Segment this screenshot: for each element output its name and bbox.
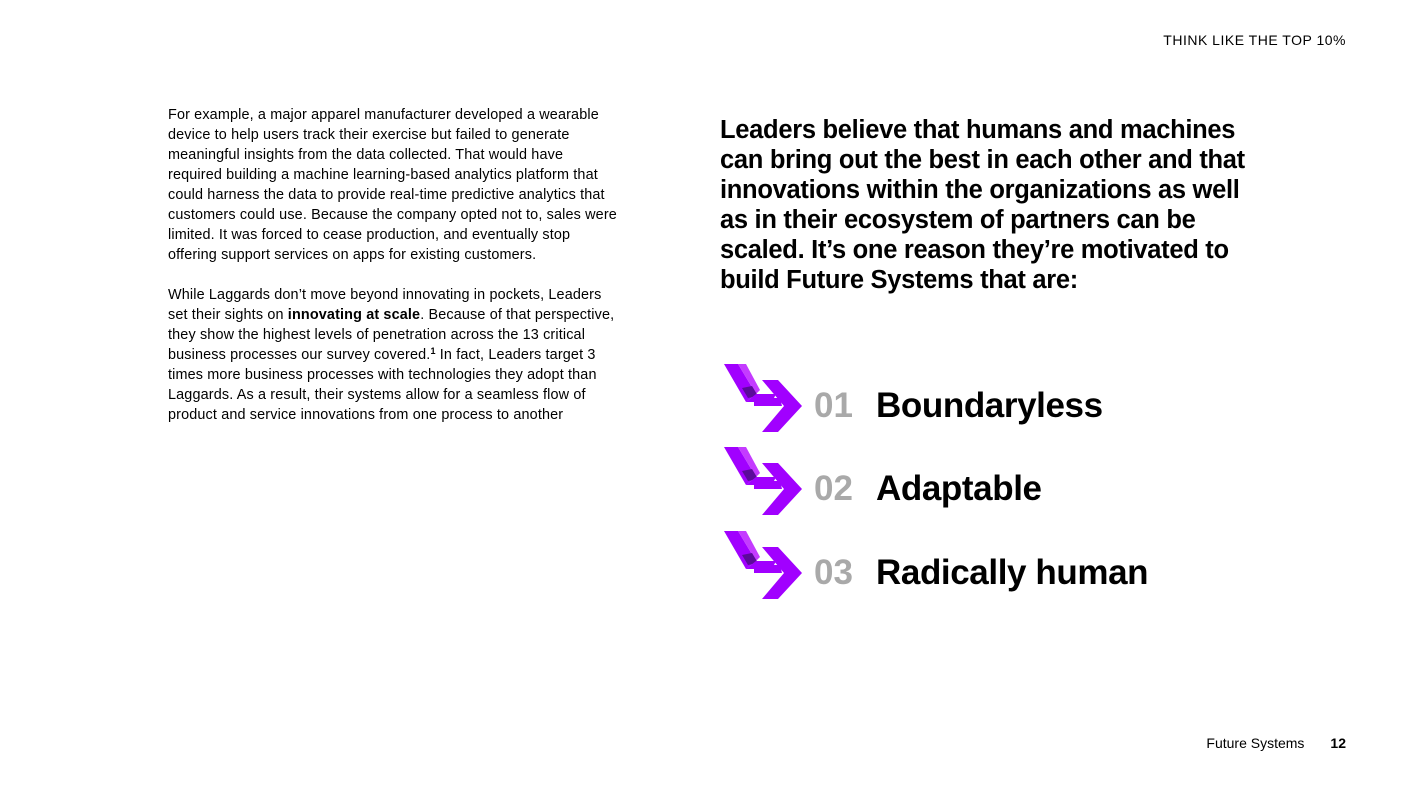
future-systems-list (724, 362, 1284, 613)
page-footer (1206, 735, 1346, 751)
footnote-ref[interactable]: 1 (430, 346, 436, 356)
purple-arrow-icon (724, 529, 804, 605)
system-number: 01 (814, 386, 853, 425)
para2-text-mid: . Because of that perspective, they show the highest levels of penetration across the 13 critical business processes our survey covered. (168, 307, 615, 363)
system-number: 02 (814, 469, 853, 508)
para2-text-before: While Laggards don’t move beyond innovating in pockets, Leaders set their sights on (168, 287, 602, 323)
para2-bold-text: innovating at scale (287, 307, 421, 323)
system-item-adaptable (724, 445, 1284, 529)
system-item-radically-human (724, 529, 1284, 613)
body-text-column (168, 105, 620, 445)
system-title: Boundaryless (876, 386, 1103, 425)
footer-section-label: Future Systems (1206, 735, 1305, 751)
header-label: THINK LIKE THE TOP 10% (1163, 32, 1346, 48)
para2-text-after: In fact, Leaders target 3 times more business processes with technologies they adopt than Laggards. As a result, their systems allow for a seamless flow of product and service innovations from one process to another (168, 347, 597, 423)
system-title: Adaptable (876, 469, 1042, 508)
purple-arrow-icon (724, 362, 804, 438)
system-title: Radically human (876, 553, 1149, 592)
headline: Leaders believe that humans and machines can bring out the best in each other and that innovations within the organizations as well as in their ecosystem of partners can be scaled. It’s one reason they’re motivated to build Future Systems that are: (720, 116, 1245, 294)
body-paragraph-1: For example, a major apparel manufacturer developed a wearable device to help users track their exercise but failed to generate meaningful insights from the data collected. That would have required building a machine learning-based analytics platform that could harness the data to provide real-time predictive analytics that customers could use. Because the company opted not to, sales were limited. It was forced to cease production, and eventually stop offering support services on apps for existing customers. (168, 107, 617, 263)
system-number: 03 (814, 553, 853, 592)
system-item-boundaryless (724, 362, 1284, 446)
purple-arrow-icon (724, 445, 804, 521)
page-number: 12 (1330, 735, 1346, 751)
body-paragraph-2 (168, 285, 620, 425)
